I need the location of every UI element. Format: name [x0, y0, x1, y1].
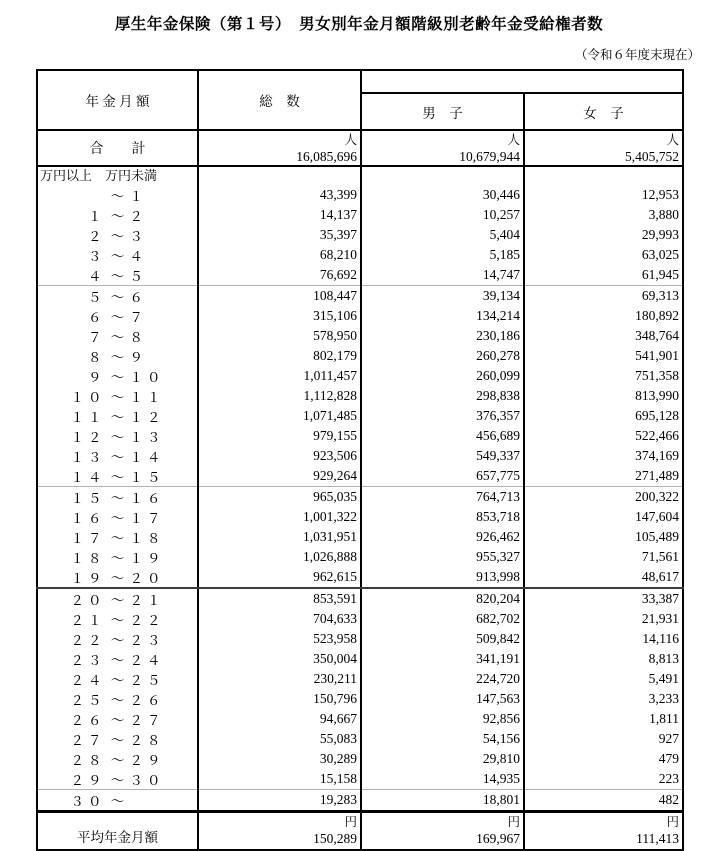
total-cell: 929,264 — [198, 466, 361, 487]
range-from: ７ — [88, 330, 106, 345]
range-to: １２ — [129, 410, 165, 425]
male-cell: 456,689 — [361, 426, 524, 446]
table-row — [37, 326, 683, 346]
male-cell: 260,099 — [361, 366, 524, 386]
range-from: １７ — [70, 531, 106, 546]
range-tilde: ～ — [110, 269, 125, 284]
female-cell: 1,811 — [524, 709, 683, 729]
female-cell: 200,322 — [524, 487, 683, 508]
table-row — [37, 426, 683, 446]
range-to: ２８ — [129, 733, 165, 748]
range-cell — [37, 729, 198, 749]
range-tilde: ～ — [110, 310, 125, 325]
total-cell: 108,447 — [198, 286, 361, 307]
male-cell: 29,810 — [361, 749, 524, 769]
range-from: ２０ — [70, 593, 106, 608]
table-row — [37, 366, 683, 386]
range-tilde: ～ — [110, 330, 125, 345]
range-from: １２ — [70, 430, 106, 445]
range-tilde: ～ — [110, 410, 125, 425]
total-cell: 76,692 — [198, 265, 361, 286]
male-cell: 5,404 — [361, 225, 524, 245]
column-header-range: 年 金 月 額 — [85, 94, 150, 109]
total-cell: 979,155 — [198, 426, 361, 446]
table-row — [37, 527, 683, 547]
table-row — [37, 547, 683, 567]
grand-total-male-value: 10,679,944 — [459, 148, 520, 164]
male-cell: 341,191 — [361, 649, 524, 669]
range-tilde: ～ — [110, 693, 125, 708]
range-to: ５ — [129, 269, 147, 284]
male-cell: 92,856 — [361, 709, 524, 729]
total-cell: 94,667 — [198, 709, 361, 729]
range-cell — [37, 769, 198, 790]
range-to: １５ — [129, 470, 165, 485]
range-to: １ — [129, 189, 147, 204]
range-to: ２７ — [129, 713, 165, 728]
range-from: １ — [88, 209, 106, 224]
unit-yen: 円 — [666, 815, 679, 830]
table-row — [37, 709, 683, 729]
female-cell: 5,491 — [524, 669, 683, 689]
range-cell — [37, 185, 198, 205]
female-cell: 751,358 — [524, 366, 683, 386]
range-from: ４ — [88, 269, 106, 284]
grand-total-row — [37, 130, 683, 166]
female-cell: 147,604 — [524, 507, 683, 527]
male-cell: 955,327 — [361, 547, 524, 567]
column-header-male: 男 子 — [361, 93, 524, 130]
range-to: ２１ — [129, 593, 165, 608]
range-tilde: ～ — [110, 511, 125, 526]
range-from: ２２ — [70, 633, 106, 648]
table-row — [37, 629, 683, 649]
male-cell: 147,563 — [361, 689, 524, 709]
total-cell: 150,796 — [198, 689, 361, 709]
range-to: １９ — [129, 551, 165, 566]
range-tilde: ～ — [110, 189, 125, 204]
total-cell: 55,083 — [198, 729, 361, 749]
female-cell: 61,945 — [524, 265, 683, 286]
total-cell: 1,026,888 — [198, 547, 361, 567]
range-from: １０ — [70, 390, 106, 405]
table-row — [37, 749, 683, 769]
empty-cell — [524, 166, 683, 185]
range-to: ７ — [129, 310, 147, 325]
male-cell: 376,357 — [361, 406, 524, 426]
range-tilde: ～ — [110, 430, 125, 445]
total-cell: 965,035 — [198, 487, 361, 508]
average-male-value: 169,967 — [476, 831, 520, 847]
as-of-date: （令和６年度末現在） — [574, 48, 700, 62]
average-total-value: 150,289 — [313, 831, 357, 847]
male-cell: 30,446 — [361, 185, 524, 205]
table-row — [37, 649, 683, 669]
header-row-top — [37, 70, 683, 93]
range-tilde: ～ — [110, 794, 125, 809]
table-row — [37, 185, 683, 205]
male-cell: 14,747 — [361, 265, 524, 286]
female-cell: 29,993 — [524, 225, 683, 245]
range-tilde: ～ — [110, 773, 125, 788]
female-cell: 223 — [524, 769, 683, 790]
total-cell: 1,112,828 — [198, 386, 361, 406]
range-cell — [37, 749, 198, 769]
table-row — [37, 729, 683, 749]
range-tilde: ～ — [110, 290, 125, 305]
total-cell: 15,158 — [198, 769, 361, 790]
range-cell — [37, 649, 198, 669]
unit-yen: 円 — [507, 815, 520, 830]
total-cell: 35,397 — [198, 225, 361, 245]
grand-total-total-value: 16,085,696 — [296, 148, 357, 164]
range-cell — [37, 366, 198, 386]
range-cell — [37, 709, 198, 729]
grand-total-male-cell — [361, 130, 524, 166]
table-row — [37, 245, 683, 265]
range-to: ３０ — [129, 773, 165, 788]
range-cell — [37, 446, 198, 466]
total-cell: 19,283 — [198, 790, 361, 812]
range-tilde: ～ — [110, 673, 125, 688]
male-cell: 260,278 — [361, 346, 524, 366]
range-cell — [37, 588, 198, 609]
range-tilde: ～ — [110, 593, 125, 608]
range-tilde: ～ — [110, 531, 125, 546]
range-tilde: ～ — [110, 633, 125, 648]
grand-total-total-cell — [198, 130, 361, 166]
range-cell — [37, 629, 198, 649]
total-cell: 1,031,951 — [198, 527, 361, 547]
table-row — [37, 769, 683, 790]
male-cell: 54,156 — [361, 729, 524, 749]
table-row — [37, 790, 683, 812]
range-from: ２７ — [70, 733, 106, 748]
range-to: ８ — [129, 330, 147, 345]
female-cell: 69,313 — [524, 286, 683, 307]
range-from: ２８ — [70, 753, 106, 768]
range-cell — [37, 487, 198, 508]
range-cell — [37, 527, 198, 547]
unit-person: 人 — [507, 132, 520, 147]
range-cell — [37, 205, 198, 225]
pension-table — [36, 69, 684, 851]
range-from: ２４ — [70, 673, 106, 688]
range-cell — [37, 245, 198, 265]
range-cell — [37, 386, 198, 406]
female-cell: 63,025 — [524, 245, 683, 265]
range-tilde: ～ — [110, 370, 125, 385]
range-to: ２３ — [129, 633, 165, 648]
range-from: １５ — [70, 491, 106, 506]
unit-yen: 円 — [344, 815, 357, 830]
range-from: ２１ — [70, 613, 106, 628]
range-from: １４ — [70, 470, 106, 485]
range-to: ９ — [129, 350, 147, 365]
average-female-value: 111,413 — [636, 831, 679, 847]
female-cell: 3,880 — [524, 205, 683, 225]
range-cell — [37, 790, 198, 812]
range-tilde: ～ — [110, 551, 125, 566]
total-cell: 704,633 — [198, 609, 361, 629]
male-cell: 39,134 — [361, 286, 524, 307]
range-tilde: ～ — [110, 753, 125, 768]
total-cell: 523,958 — [198, 629, 361, 649]
range-to: １０ — [129, 370, 165, 385]
table-row — [37, 689, 683, 709]
average-total-cell — [198, 812, 361, 850]
male-cell: 5,185 — [361, 245, 524, 265]
male-cell: 549,337 — [361, 446, 524, 466]
male-cell: 926,462 — [361, 527, 524, 547]
female-cell: 482 — [524, 790, 683, 812]
range-to: ６ — [129, 290, 147, 305]
range-to: １４ — [129, 450, 165, 465]
range-to: ３ — [129, 229, 147, 244]
total-cell: 923,506 — [198, 446, 361, 466]
range-from: １８ — [70, 551, 106, 566]
male-cell: 230,186 — [361, 326, 524, 346]
empty-cell — [361, 166, 524, 185]
range-cell — [37, 609, 198, 629]
table-row — [37, 205, 683, 225]
total-cell: 962,615 — [198, 567, 361, 588]
range-to: ４ — [129, 249, 147, 264]
range-cell — [37, 426, 198, 446]
column-header-total: 総 数 — [198, 70, 361, 130]
table-row — [37, 588, 683, 609]
total-cell: 43,399 — [198, 185, 361, 205]
range-from: ２６ — [70, 713, 106, 728]
table-row — [37, 346, 683, 366]
female-cell: 348,764 — [524, 326, 683, 346]
total-cell: 802,179 — [198, 346, 361, 366]
total-cell: 1,011,457 — [198, 366, 361, 386]
total-cell: 30,289 — [198, 749, 361, 769]
grand-total-female-value: 5,405,752 — [625, 148, 679, 164]
average-male-cell — [361, 812, 524, 850]
table-row — [37, 487, 683, 508]
male-cell: 913,998 — [361, 567, 524, 588]
range-from: １３ — [70, 450, 106, 465]
unit-person: 人 — [666, 132, 679, 147]
table-row — [37, 286, 683, 307]
male-cell: 764,713 — [361, 487, 524, 508]
male-cell: 853,718 — [361, 507, 524, 527]
range-cell — [37, 669, 198, 689]
range-from: １９ — [70, 571, 106, 586]
total-cell: 350,004 — [198, 649, 361, 669]
table-row — [37, 265, 683, 286]
range-from: ３ — [88, 249, 106, 264]
table-footer — [37, 812, 683, 850]
total-cell: 1,001,322 — [198, 507, 361, 527]
range-cell — [37, 306, 198, 326]
range-from: ９ — [88, 370, 106, 385]
male-cell: 10,257 — [361, 205, 524, 225]
range-from: ２３ — [70, 653, 106, 668]
range-tilde: ～ — [110, 229, 125, 244]
range-cell — [37, 346, 198, 366]
female-cell: 8,813 — [524, 649, 683, 669]
range-tilde: ～ — [110, 571, 125, 586]
female-cell: 374,169 — [524, 446, 683, 466]
range-tilde: ～ — [110, 613, 125, 628]
table-row — [37, 406, 683, 426]
male-cell: 820,204 — [361, 588, 524, 609]
female-cell: 48,617 — [524, 567, 683, 588]
range-tilde: ～ — [110, 470, 125, 485]
range-tilde: ～ — [110, 209, 125, 224]
range-tilde: ～ — [110, 491, 125, 506]
range-unit-header-row — [37, 166, 683, 185]
table-row — [37, 306, 683, 326]
range-cell — [37, 507, 198, 527]
range-to: １７ — [129, 511, 165, 526]
range-from: ５ — [88, 290, 106, 305]
range-cell — [37, 326, 198, 346]
range-to: １３ — [129, 430, 165, 445]
female-cell: 33,387 — [524, 588, 683, 609]
female-cell: 180,892 — [524, 306, 683, 326]
average-row — [37, 812, 683, 850]
empty-cell — [198, 166, 361, 185]
range-from: １１ — [70, 410, 106, 425]
range-from: ２９ — [70, 773, 106, 788]
average-female-cell — [524, 812, 683, 850]
table-row — [37, 225, 683, 245]
total-cell: 315,106 — [198, 306, 361, 326]
range-from: １６ — [70, 511, 106, 526]
range-cell — [37, 689, 198, 709]
table-row — [37, 386, 683, 406]
header-gap-cell — [361, 70, 683, 93]
range-cell — [37, 567, 198, 588]
female-cell: 927 — [524, 729, 683, 749]
range-unit-header: 万円以上 万円未満 — [40, 168, 158, 183]
range-cell — [37, 406, 198, 426]
table-row — [37, 446, 683, 466]
table-row — [37, 669, 683, 689]
male-cell: 682,702 — [361, 609, 524, 629]
female-cell: 479 — [524, 749, 683, 769]
table-row — [37, 567, 683, 588]
total-cell: 14,137 — [198, 205, 361, 225]
average-label: 平均年金月額 — [37, 812, 198, 850]
range-to: ２２ — [129, 613, 165, 628]
range-from: ６ — [88, 310, 106, 325]
range-tilde: ～ — [110, 733, 125, 748]
table-row — [37, 466, 683, 487]
male-cell: 134,214 — [361, 306, 524, 326]
range-from: ３０ — [70, 794, 106, 809]
range-from: ８ — [88, 350, 106, 365]
range-tilde: ～ — [110, 653, 125, 668]
range-tilde: ～ — [110, 350, 125, 365]
page-title: 厚生年金保険（第１号） 男女別年金月額階級別老齢年金受給権者数 — [114, 16, 604, 33]
grand-total-label: 合 計 — [37, 130, 198, 166]
range-tilde: ～ — [110, 249, 125, 264]
female-cell: 105,489 — [524, 527, 683, 547]
range-cell — [37, 466, 198, 487]
range-to: １６ — [129, 491, 165, 506]
range-from: ２ — [88, 229, 106, 244]
range-tilde: ～ — [110, 450, 125, 465]
male-cell: 298,838 — [361, 386, 524, 406]
table-body — [37, 185, 683, 812]
female-cell: 21,931 — [524, 609, 683, 629]
female-cell: 12,953 — [524, 185, 683, 205]
female-cell: 3,233 — [524, 689, 683, 709]
range-to: ２４ — [129, 653, 165, 668]
range-cell — [37, 265, 198, 286]
total-cell: 853,591 — [198, 588, 361, 609]
range-tilde: ～ — [110, 713, 125, 728]
range-to: ２６ — [129, 693, 165, 708]
table-header — [37, 70, 683, 185]
total-cell: 230,211 — [198, 669, 361, 689]
female-cell: 71,561 — [524, 547, 683, 567]
male-cell: 224,720 — [361, 669, 524, 689]
male-cell: 509,842 — [361, 629, 524, 649]
grand-total-female-cell — [524, 130, 683, 166]
total-cell: 578,950 — [198, 326, 361, 346]
range-to: １１ — [129, 390, 165, 405]
female-cell: 695,128 — [524, 406, 683, 426]
range-from: ２５ — [70, 693, 106, 708]
range-cell — [37, 547, 198, 567]
male-cell: 657,775 — [361, 466, 524, 487]
male-cell: 14,935 — [361, 769, 524, 790]
column-header-female: 女 子 — [524, 93, 683, 130]
female-cell: 14,116 — [524, 629, 683, 649]
range-cell — [37, 286, 198, 307]
range-to: ２０ — [129, 571, 165, 586]
female-cell: 541,901 — [524, 346, 683, 366]
range-to: ２ — [129, 209, 147, 224]
range-to: １８ — [129, 531, 165, 546]
table-row — [37, 507, 683, 527]
female-cell: 271,489 — [524, 466, 683, 487]
total-cell: 1,071,485 — [198, 406, 361, 426]
female-cell: 522,466 — [524, 426, 683, 446]
table-row — [37, 609, 683, 629]
unit-person: 人 — [344, 132, 357, 147]
range-cell — [37, 225, 198, 245]
female-cell: 813,990 — [524, 386, 683, 406]
range-to: ２９ — [129, 753, 165, 768]
total-cell: 68,210 — [198, 245, 361, 265]
range-to: ２５ — [129, 673, 165, 688]
range-tilde: ～ — [110, 390, 125, 405]
male-cell: 18,801 — [361, 790, 524, 812]
